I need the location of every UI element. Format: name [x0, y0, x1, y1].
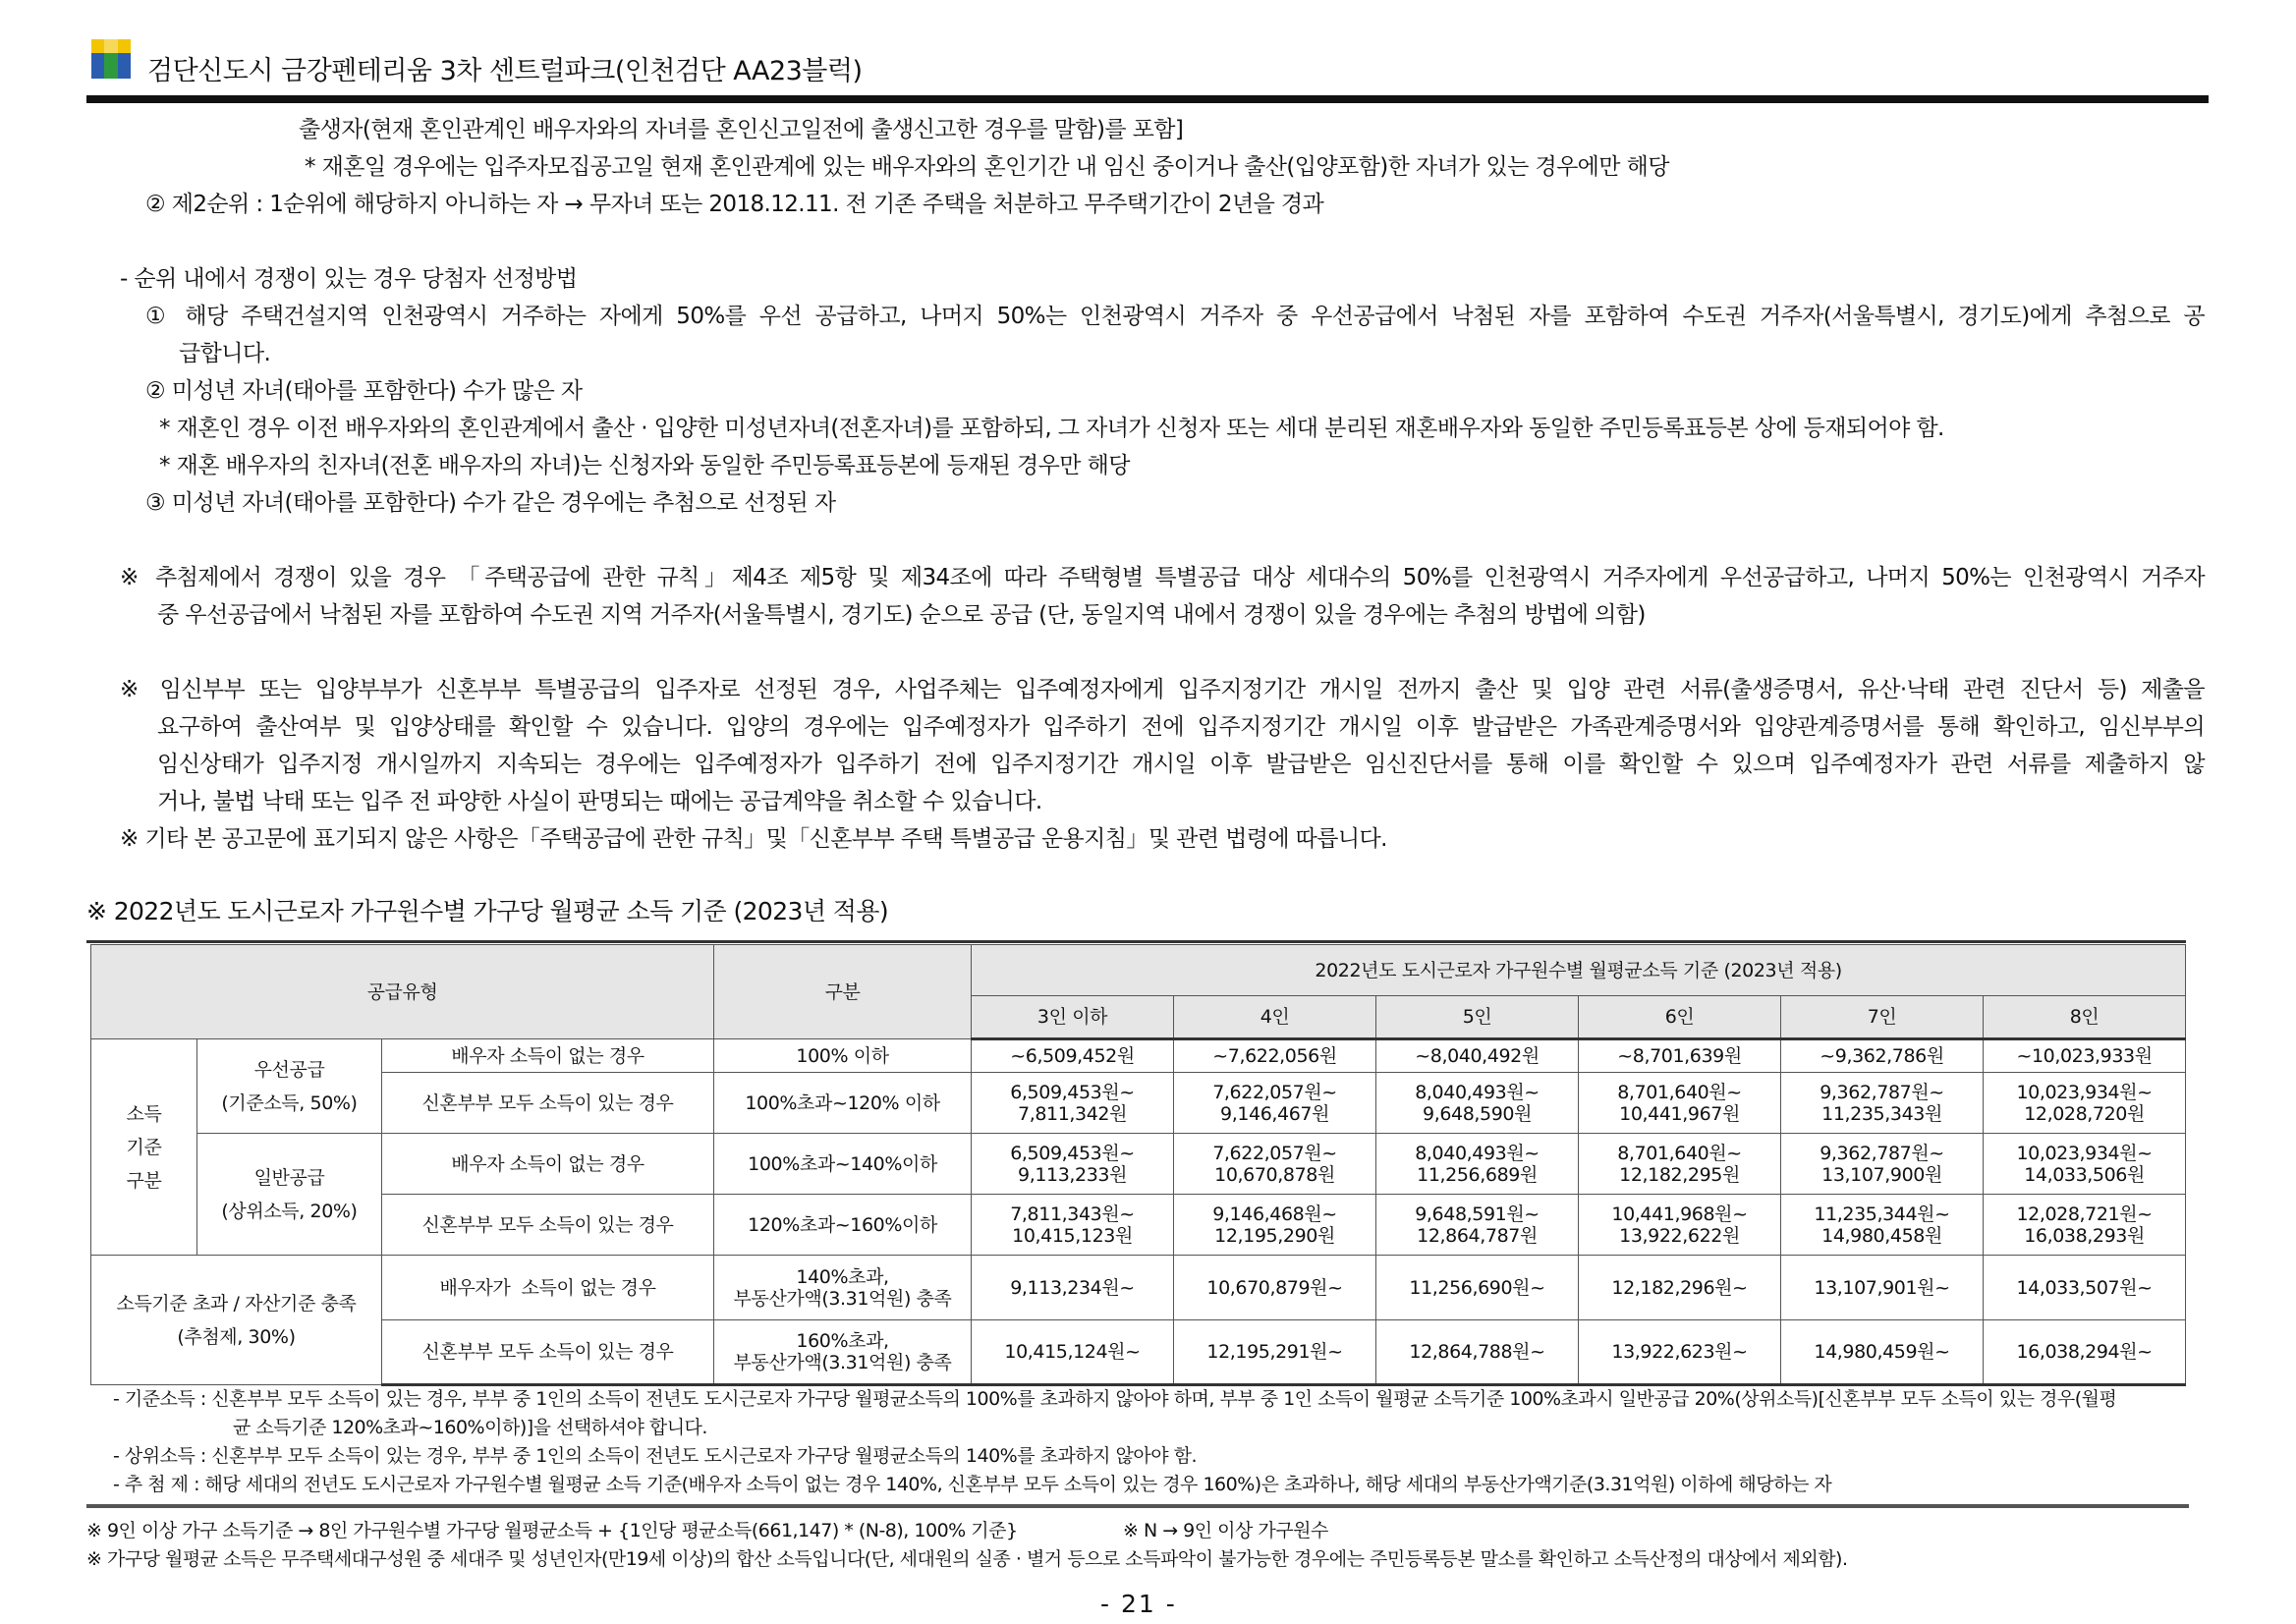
- row-range: 120%초과~160%이하: [714, 1195, 972, 1256]
- row-value: 11,256,690원~: [1376, 1256, 1579, 1320]
- section-title: ※ 2022년도 도시근로자 가구원수별 가구당 월평균 소득 기준 (2023년 적용): [86, 897, 888, 925]
- row-value: 8,701,640원~ 12,182,295원: [1579, 1134, 1781, 1195]
- row-value: 9,648,591원~ 12,864,787원: [1376, 1195, 1579, 1256]
- header-supply-type: 공급유형: [91, 945, 714, 1039]
- row-value: 9,362,787원~ 13,107,900원: [1781, 1134, 1984, 1195]
- body-line: * 재혼인 경우 이전 배우자와의 혼인관계에서 출산 · 입양한 미성년자녀(전혼자녀)를 포함하되, 그 자녀가 신청자 또는 세대 분리된 재혼배우자와 동일한 주민등록표등본 상에 등재되어야 함.: [159, 416, 1944, 441]
- table-note: - 상위소득 : 신혼부부 모두 소득이 있는 경우, 부부 중 1인의 소득이 전년도 도시근로자 가구당 월평균소득의 140%를 초과하지 않아야 함.: [113, 1445, 1198, 1467]
- row-value: 8,040,493원~ 11,256,689원: [1376, 1134, 1579, 1195]
- row-type: 신혼부부 모두 소득이 있는 경우: [382, 1195, 714, 1256]
- row-value: 9,362,787원~ 11,235,343원: [1781, 1073, 1984, 1134]
- income-table: [90, 944, 2186, 1386]
- row-value: 13,922,623원~: [1579, 1320, 1781, 1385]
- body-line: 출생자(현재 혼인관계인 배우자와의 자녀를 혼인신고일전에 출생신고한 경우를 말함)를 포함]: [299, 117, 1184, 142]
- body-line: ② 제2순위 : 1순위에 해당하지 아니하는 자 → 무자녀 또는 2018.12.11. 전 기존 주택을 처분하고 무주택기간이 2년을 경과: [145, 192, 1324, 217]
- row-value: 9,113,234원~: [972, 1256, 1174, 1320]
- body-line: 급합니다.: [179, 341, 271, 366]
- page-title: 검단신도시 금강펜테리움 3차 센트럴파크(인천검단 AA23블럭): [147, 56, 863, 86]
- row-value: 12,028,721원~ 16,038,293원: [1984, 1195, 2186, 1256]
- row-value: ~9,362,786원: [1781, 1039, 1984, 1073]
- row-value: 14,033,507원~: [1984, 1256, 2186, 1320]
- row-value: 7,622,057원~ 9,146,467원: [1174, 1073, 1376, 1134]
- body-line: 중 우선공급에서 낙첨된 자를 포함하여 수도권 지역 거주자(서울특별시, 경기도) 순으로 공급 (단, 동일지역 내에서 경쟁이 있을 경우에는 추첨의 방법에 의함): [157, 602, 1646, 628]
- body-line: 임신상태가 입주지정 개시일까지 지속되는 경우에는 입주예정자가 입주하기 전에 입주지정기간 개시일 이후 발급받은 임신진단서를 통해 이를 확인할 수 있으며 입주예정자가 관련 서류를 제출하지 않: [157, 752, 2205, 777]
- header-group-title: 2022년도 도시근로자 가구원수별 월평균소득 기준 (2023년 적용): [972, 945, 2186, 996]
- table-row: [91, 1320, 2186, 1385]
- notes-rule: [86, 1504, 2189, 1508]
- footnote: ※ N → 9인 이상 가구원수: [1123, 1520, 1328, 1541]
- row-value: 12,182,296원~: [1579, 1256, 1781, 1320]
- body-line: 요구하여 출산여부 및 입양상태를 확인할 수 있습니다. 입양의 경우에는 입주예정자가 입주하기 전에 입주지정기간 개시일 이후 발급받은 가족관계증명서와 입양관계증명서를 통해 확인하고, 임신부부의: [157, 714, 2205, 740]
- body-line: * 재혼 배우자의 친자녀(전혼 배우자의 자녀)는 신청자와 동일한 주민등록표등본에 등재된 경우만 해당: [159, 453, 1130, 478]
- priority-supply-label: 우선공급 (기준소득, 50%): [197, 1039, 382, 1134]
- header-rule: [86, 95, 2209, 103]
- row-value: 10,415,124원~: [972, 1320, 1174, 1385]
- footnote: ※ 9인 이상 가구 소득기준 → 8인 가구원수별 가구당 월평균소득 + {1인당 평균소득(661,147) * (N-8), 100% 기준}: [86, 1520, 1018, 1541]
- row-value: 16,038,294원~: [1984, 1320, 2186, 1385]
- table-note: 균 소득기준 120%초과~160%이하)]을 선택하셔야 합니다.: [233, 1417, 707, 1438]
- row-type: 배우자 소득이 없는 경우: [382, 1039, 714, 1073]
- page-number: - 21 -: [1100, 1590, 1177, 1618]
- row-value: ~7,622,056원: [1174, 1039, 1376, 1073]
- header-size: 8인: [1984, 996, 2186, 1039]
- row-range: 100% 이하: [714, 1039, 972, 1073]
- row-value: 8,040,493원~ 9,648,590원: [1376, 1073, 1579, 1134]
- row-value: 9,146,468원~ 12,195,290원: [1174, 1195, 1376, 1256]
- body-line: 거나, 불법 낙태 또는 입주 전 파양한 사실이 판명되는 때에는 공급계약을 취소할 수 있습니다.: [157, 789, 1042, 814]
- table-row: [91, 1195, 2186, 1256]
- row-value: ~10,023,933원: [1984, 1039, 2186, 1073]
- table-row: [91, 1073, 2186, 1134]
- body-line: ② 미성년 자녀(태아를 포함한다) 수가 많은 자: [145, 378, 583, 404]
- row-value: 7,811,343원~ 10,415,123원: [972, 1195, 1174, 1256]
- row-value: ~8,040,492원: [1376, 1039, 1579, 1073]
- table-note: - 기준소득 : 신혼부부 모두 소득이 있는 경우, 부부 중 1인의 소득이 전년도 도시근로자 가구당 월평균소득의 100%를 초과하지 않아야 하며, 부부 중 1인 소득이 월평균 소득기준 100%초과시 일반공급 20%(상위소득)[신혼부부 모두 소득이 있는 경우(월평: [113, 1388, 2117, 1410]
- table-row: [91, 1256, 2186, 1320]
- header-size: 4인: [1174, 996, 1376, 1039]
- row-value: 12,195,291원~: [1174, 1320, 1376, 1385]
- body-line: ※ 기타 본 공고문에 표기되지 않은 사항은「주택공급에 관한 규칙」및「신혼부부 주택 특별공급 운용지침」및 관련 법령에 따릅니다.: [120, 826, 1387, 852]
- body-line: ※ 임신부부 또는 입양부부가 신혼부부 특별공급의 입주자로 선정된 경우, 사업주체는 입주예정자에게 입주지정기간 개시일 전까지 출산 및 입양 관련 서류(출생증명서, 유산·낙태 관련 진단서 등) 제출을: [120, 677, 2205, 702]
- row-value: 10,023,934원~ 14,033,506원: [1984, 1134, 2186, 1195]
- row-value: 6,509,453원~ 7,811,342원: [972, 1073, 1174, 1134]
- table-row: [91, 1039, 2186, 1073]
- row-value: 10,441,968원~ 13,922,622원: [1579, 1195, 1781, 1256]
- row-value: 11,235,344원~ 14,980,458원: [1781, 1195, 1984, 1256]
- row-range: 100%초과~120% 이하: [714, 1073, 972, 1134]
- body-line: ① 해당 주택건설지역 인천광역시 거주하는 자에게 50%를 우선 공급하고, 나머지 50%는 인천광역시 거주자 중 우선공급에서 낙첨된 자를 포함하여 수도권 거주자(서울특별시, 경기도)에게 추첨으로 공: [145, 304, 2205, 329]
- row-value: 7,622,057원~ 10,670,878원: [1174, 1134, 1376, 1195]
- body-line: - 순위 내에서 경쟁이 있는 경우 당첨자 선정방법: [120, 266, 578, 292]
- row-range: 100%초과~140%이하: [714, 1134, 972, 1195]
- row-value: 14,980,459원~: [1781, 1320, 1984, 1385]
- row-type: 신혼부부 모두 소득이 있는 경우: [382, 1320, 714, 1385]
- header-category: 구분: [714, 945, 972, 1039]
- row-value: 10,023,934원~ 12,028,720원: [1984, 1073, 2186, 1134]
- header-size: 3인 이하: [972, 996, 1174, 1039]
- footnote: ※ 가구당 월평균 소득은 무주택세대구성원 중 세대주 및 성년인자(만19세 이상)의 합산 소득입니다(단, 세대원의 실종 · 별거 등으로 소득파악이 불가능한 경우에는 주민등록등본 말소를 확인하고 소득산정의 대상에서 제외함).: [86, 1548, 1848, 1570]
- body-line: * 재혼일 경우에는 입주자모집공고일 현재 혼인관계에 있는 배우자와의 혼인기간 내 임신 중이거나 출산(입양포함)한 자녀가 있는 경우에만 해당: [305, 154, 1669, 180]
- row-type: 배우자가 소득이 없는 경우: [382, 1256, 714, 1320]
- row-value: ~8,701,639원: [1579, 1039, 1781, 1073]
- header-size: 5인: [1376, 996, 1579, 1039]
- row-value: 6,509,453원~ 9,113,233원: [972, 1134, 1174, 1195]
- row-value: 8,701,640원~ 10,441,967원: [1579, 1073, 1781, 1134]
- header-size: 6인: [1579, 996, 1781, 1039]
- over-standard-label: 소득기준 초과 / 자산기준 충족 (추첨제, 30%): [91, 1256, 382, 1385]
- income-std-label: 소득 기준 구분: [91, 1039, 197, 1256]
- row-type: 신혼부부 모두 소득이 있는 경우: [382, 1073, 714, 1134]
- row-range: 140%초과, 부동산가액(3.31억원) 충족: [714, 1256, 972, 1320]
- body-line: ③ 미성년 자녀(태아를 포함한다) 수가 같은 경우에는 추첨으로 선정된 자: [145, 490, 836, 516]
- row-type: 배우자 소득이 없는 경우: [382, 1134, 714, 1195]
- general-supply-label: 일반공급 (상위소득, 20%): [197, 1134, 382, 1256]
- row-value: 10,670,879원~: [1174, 1256, 1376, 1320]
- body-line: ※ 추첨제에서 경쟁이 있을 경우 「주택공급에 관한 규칙」제4조 제5항 및 제34조에 따라 주택형별 특별공급 대상 세대수의 50%를 인천광역시 거주자에게 우선공급하고, 나머지 50%는 인천광역시 거주자: [120, 565, 2205, 590]
- row-value: ~6,509,452원: [972, 1039, 1174, 1073]
- row-range: 160%초과, 부동산가액(3.31억원) 충족: [714, 1320, 972, 1385]
- table-row: [91, 1134, 2186, 1195]
- row-value: 13,107,901원~: [1781, 1256, 1984, 1320]
- header-size: 7인: [1781, 996, 1984, 1039]
- table-note: - 추 첨 제 : 해당 세대의 전년도 도시근로자 가구원수별 월평균 소득 기준(배우자 소득이 없는 경우 140%, 신혼부부 모두 소득이 있는 경우 160%)은 초과하나, 해당 세대의 부동산가액기준(3.31억원) 이하에 해당하는 자: [113, 1474, 1832, 1495]
- table-top-rule: [86, 940, 2186, 943]
- company-logo-icon: [91, 39, 131, 79]
- row-value: 12,864,788원~: [1376, 1320, 1579, 1385]
